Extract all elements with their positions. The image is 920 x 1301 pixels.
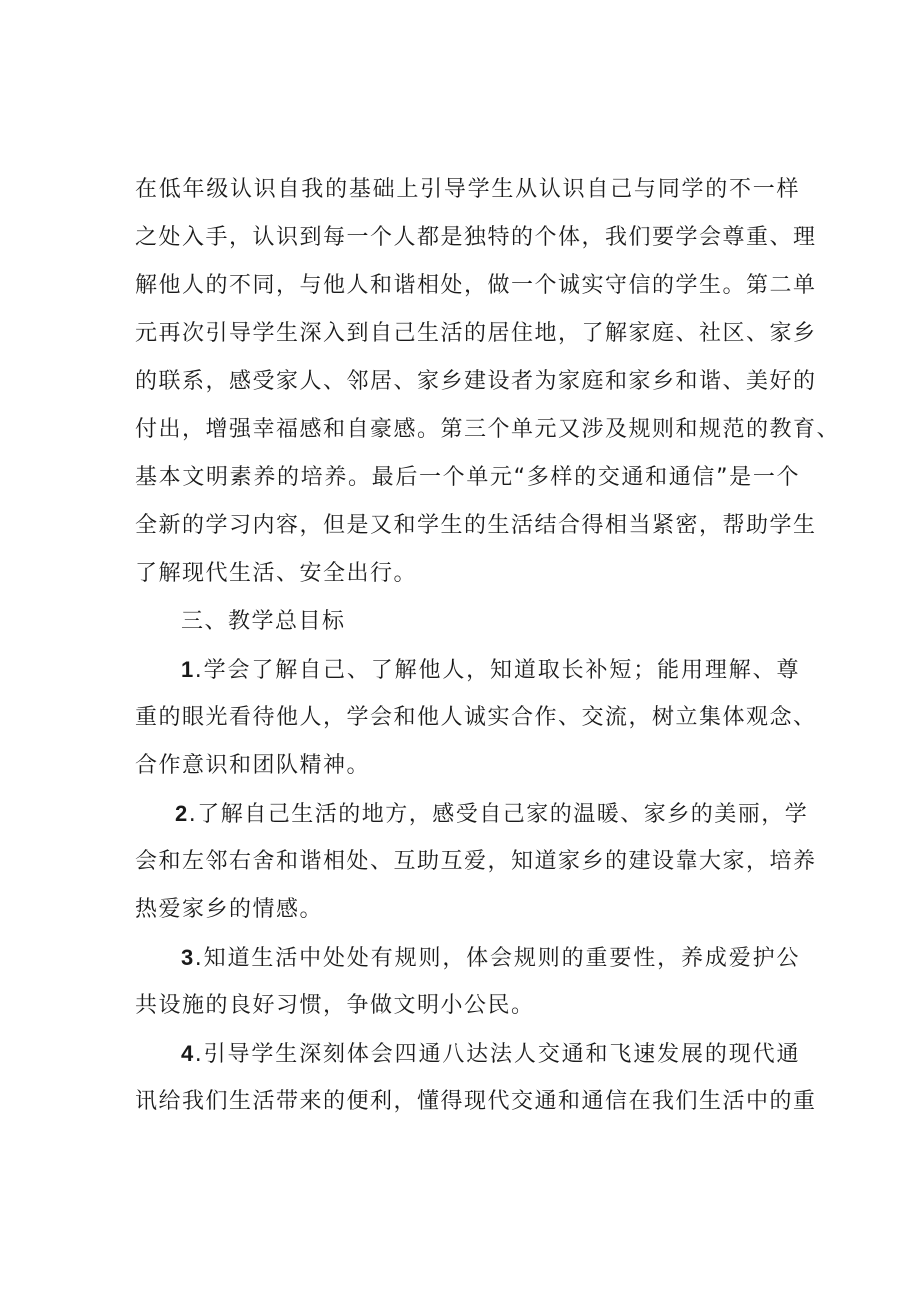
intro-paragraph xyxy=(135,166,841,598)
text-line: 之处入手，认识到每一个人都是独特的个体，我们要学会尊重、理 xyxy=(135,225,817,250)
text-line xyxy=(135,1030,800,1078)
text-line: 重的眼光看待他人，学会和他人诚实合作、交流，树立集体观念、 xyxy=(135,705,817,730)
text-line: 合作意识和团队精神。 xyxy=(135,753,371,778)
section-heading: 三、教学总目标 xyxy=(181,609,346,634)
text-line: 共设施的良好习惯，争做文明小公民。 xyxy=(135,993,535,1018)
text-line: 讯给我们生活带来的便利，懂得现代交通和通信在我们生活中的重 xyxy=(135,1089,817,1114)
goal-text: .了解自己生活的地方，感受自己家的温暖、家乡的美丽，学 xyxy=(188,802,809,827)
text-line xyxy=(135,934,800,982)
goal-number: 1 xyxy=(181,657,195,682)
goal-4 xyxy=(135,1030,817,1126)
text-line xyxy=(135,790,809,838)
document-body xyxy=(135,166,841,1126)
goal-number: 3 xyxy=(181,945,195,970)
text-line: 热爱家乡的情感。 xyxy=(135,897,324,922)
text-line: 元再次引导学生深入到自己生活的居住地，了解家庭、社区、家乡 xyxy=(135,321,817,346)
goal-text: .学会了解自己、了解他人，知道取长补短；能用理解、尊 xyxy=(194,658,800,683)
goal-1 xyxy=(135,646,817,790)
goal-text: .知道生活中处处有规则，体会规则的重要性，养成爱护公 xyxy=(194,946,800,971)
text-line: 全新的学习内容，但是又和学生的生活结合得相当紧密，帮助学生 xyxy=(135,513,817,538)
text-line: 解他人的不同，与他人和谐相处，做一个诚实守信的学生。第二单 xyxy=(135,273,817,298)
text-line: 付出，增强幸福感和自豪感。第三个单元又涉及规则和规范的教育、 xyxy=(135,417,841,442)
goal-number: 2 xyxy=(175,801,189,826)
text-line: 基本文明素养的培养。最后一个单元“多样的交通和通信”是一个 xyxy=(135,465,800,490)
text-line: 在低年级认识自我的基础上引导学生从认识自己与同学的不一样 xyxy=(135,177,800,202)
goal-2 xyxy=(135,790,817,934)
text-line: 的联系，感受家人、邻居、家乡建设者为家庭和家乡和谐、美好的 xyxy=(135,369,817,394)
text-line xyxy=(135,646,800,694)
goal-3 xyxy=(135,934,800,1030)
text-line: 了解现代生活、安全出行。 xyxy=(135,561,418,586)
goal-text: .引导学生深刻体会四通八达法人交通和飞速发展的现代通 xyxy=(194,1042,800,1067)
text-line: 会和左邻右舍和谐相处、互助互爱，知道家乡的建设靠大家，培养 xyxy=(135,849,817,874)
goal-number: 4 xyxy=(181,1041,195,1066)
